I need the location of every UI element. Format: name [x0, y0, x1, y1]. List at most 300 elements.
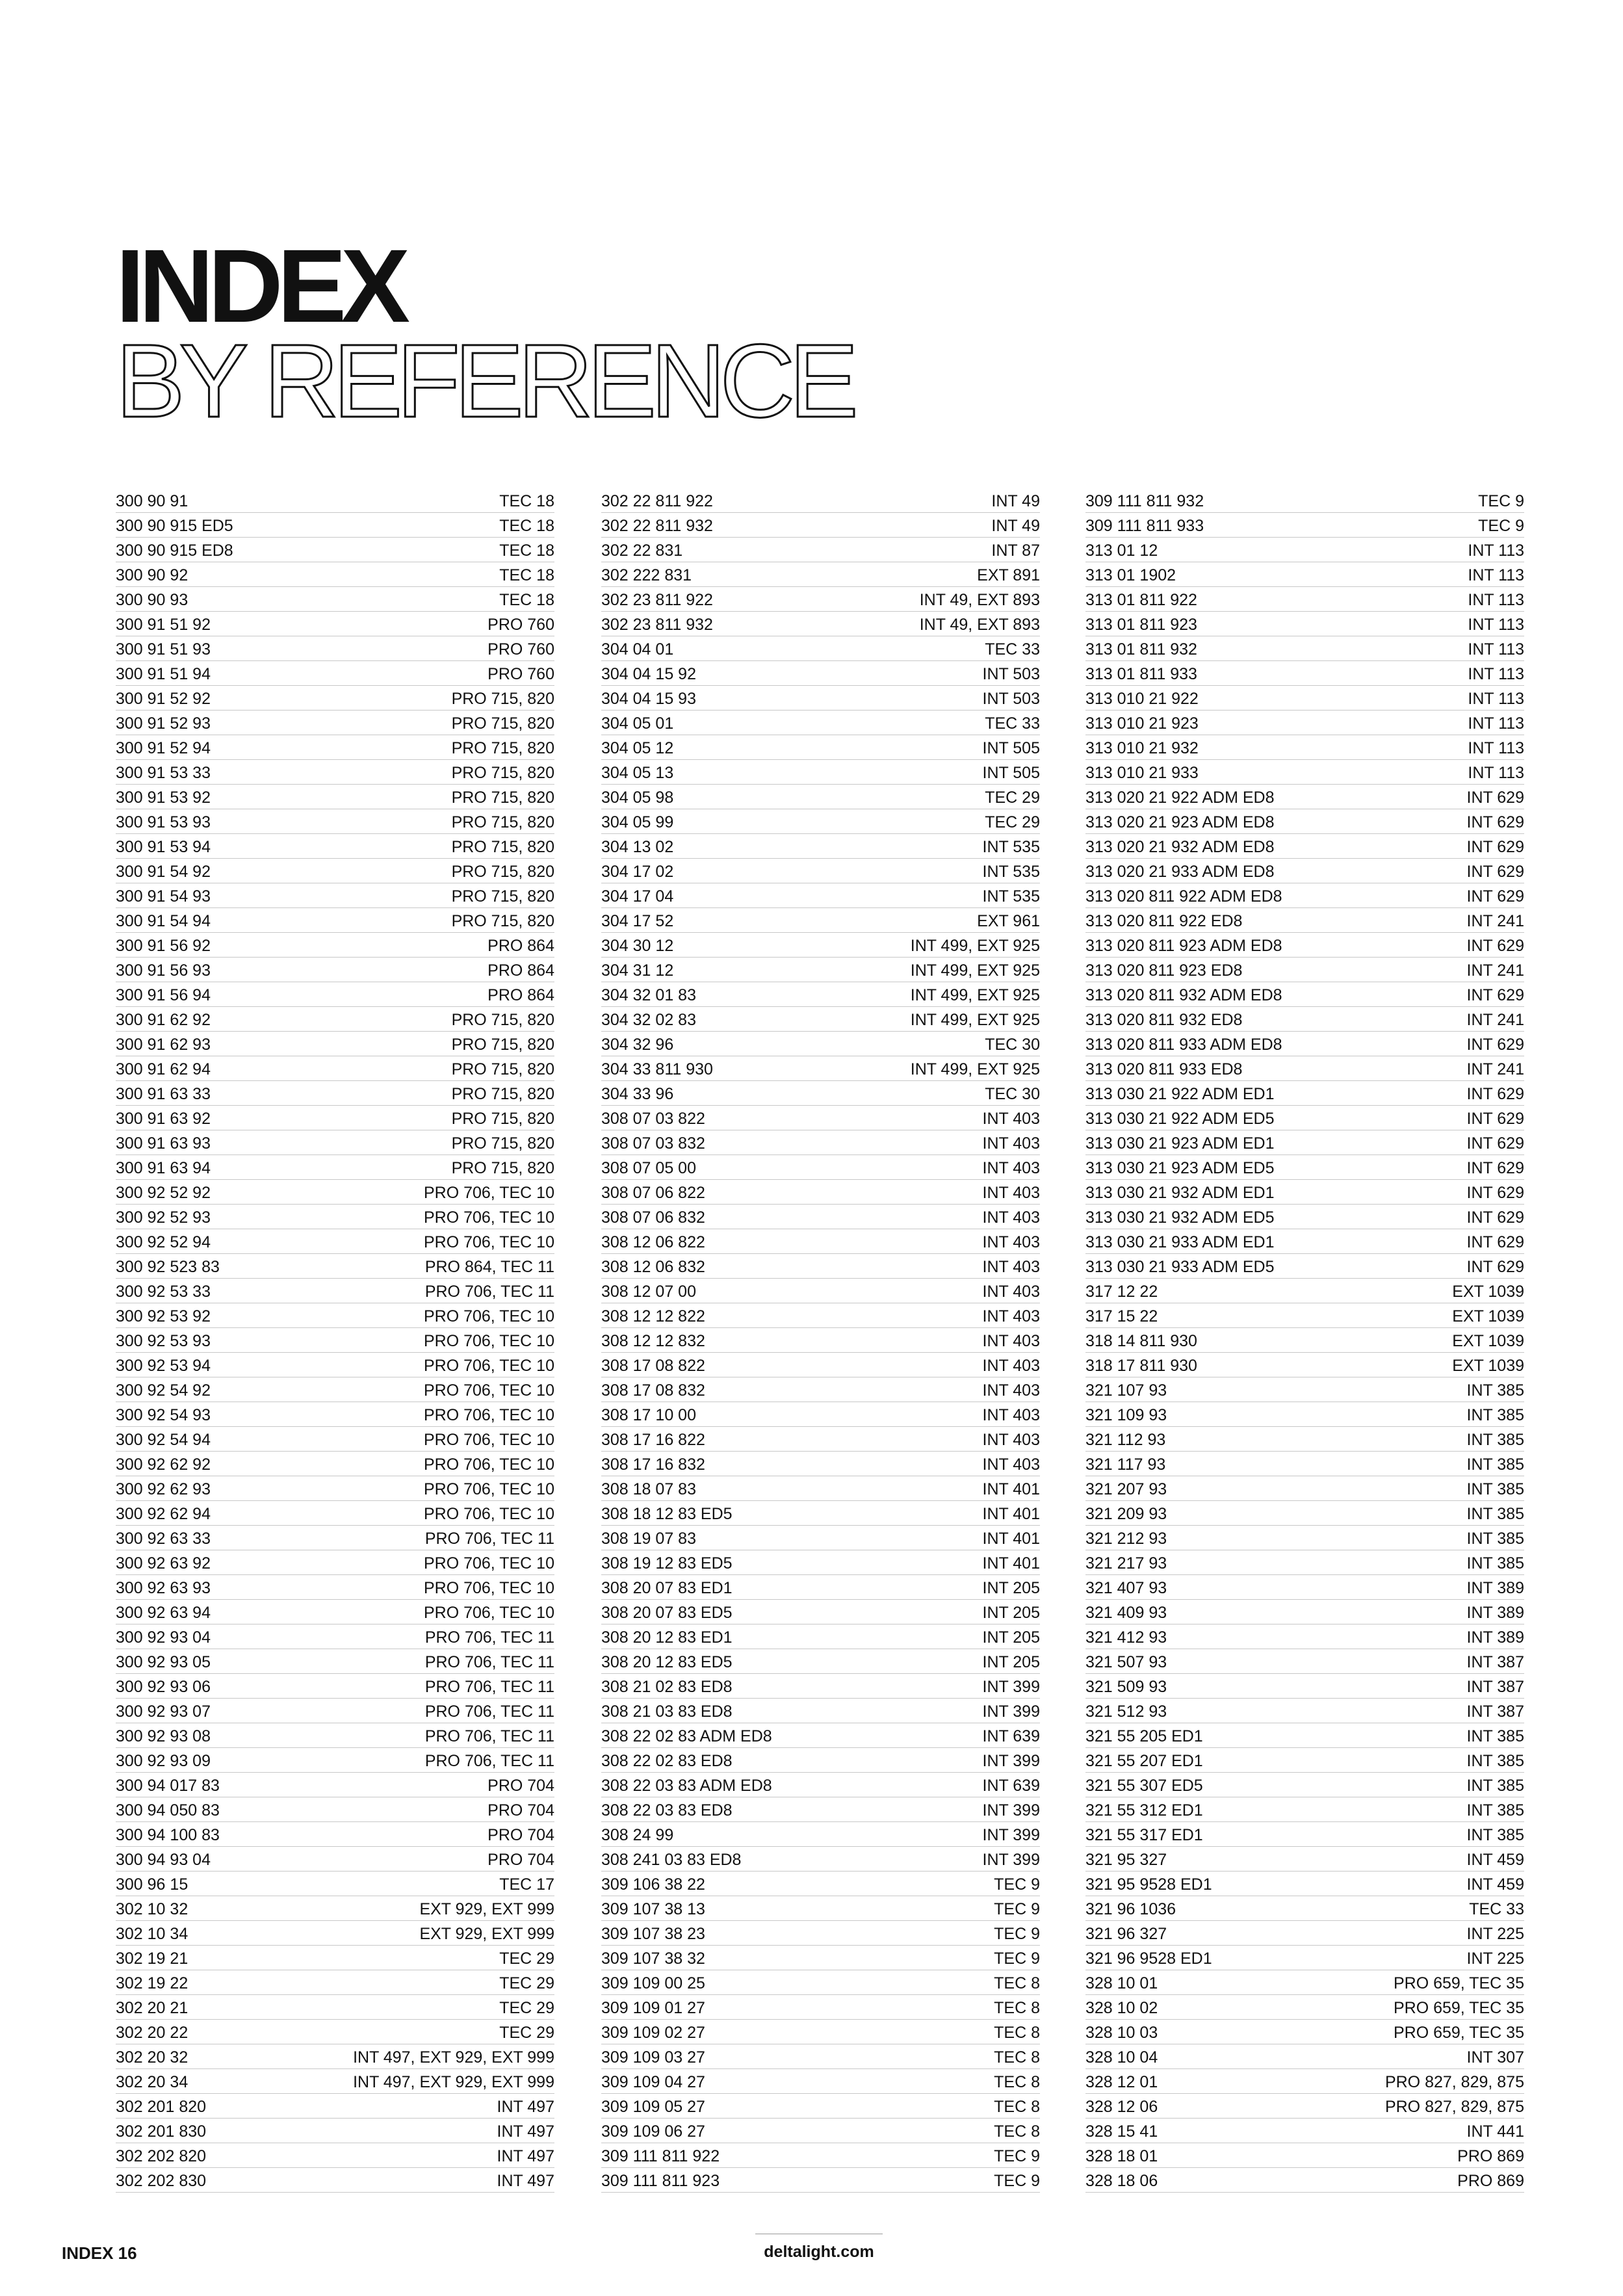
index-row: [116, 1081, 554, 1106]
reference-code: 321 209 93: [1085, 1505, 1167, 1523]
reference-code: 308 12 12 832: [601, 1332, 705, 1350]
reference-code: 313 020 811 932 ED8: [1085, 1011, 1243, 1029]
index-row: [601, 1130, 1040, 1155]
index-row: [1085, 587, 1524, 612]
page-reference: PRO 715, 820: [451, 1159, 554, 1177]
reference-code: 317 15 22: [1085, 1307, 1158, 1325]
index-row: [116, 1155, 554, 1180]
page-reference: INT 403: [982, 1283, 1040, 1301]
index-row: [1085, 1106, 1524, 1130]
page-reference: PRO 760: [487, 665, 554, 683]
page-reference: TEC 17: [499, 1875, 554, 1894]
page-reference: TEC 33: [985, 640, 1040, 659]
reference-code: 309 106 38 22: [601, 1875, 705, 1894]
index-row: [116, 1427, 554, 1452]
page-reference: EXT 929, EXT 999: [419, 1900, 554, 1918]
reference-code: 302 23 811 922: [601, 591, 713, 609]
reference-code: 328 12 01: [1085, 2073, 1158, 2091]
page-reference: INT 399: [982, 1801, 1040, 1820]
reference-code: 300 92 63 94: [116, 1604, 211, 1622]
index-row: [116, 1032, 554, 1056]
page-reference: TEC 9: [994, 1900, 1040, 1918]
index-row: [116, 883, 554, 908]
page-reference: INT 629: [1466, 838, 1524, 856]
index-row: [116, 2044, 554, 2069]
index-row: [1085, 1995, 1524, 2020]
index-row: [1085, 1600, 1524, 1624]
index-row: [601, 1748, 1040, 1773]
reference-code: 321 55 307 ED5: [1085, 1777, 1203, 1795]
reference-code: 300 91 53 33: [116, 764, 211, 782]
page-reference: INT 497: [497, 2122, 554, 2141]
index-row: [601, 1674, 1040, 1699]
reference-code: 300 92 53 92: [116, 1307, 211, 1325]
reference-code: 313 030 21 923 ADM ED5: [1085, 1159, 1275, 1177]
page-reference: PRO 869: [1457, 2172, 1524, 2190]
page-reference: PRO 706, TEC 10: [423, 1455, 554, 1474]
index-column-3: [1085, 488, 1524, 2193]
index-row: [1085, 612, 1524, 636]
index-row: [116, 834, 554, 859]
index-row: [116, 562, 554, 587]
page-reference: INT 505: [982, 764, 1040, 782]
index-row: [116, 2168, 554, 2193]
page-reference: INT 441: [1466, 2122, 1524, 2141]
index-row: [116, 636, 554, 661]
index-row: [1085, 1081, 1524, 1106]
reference-code: 321 96 9528 ED1: [1085, 1950, 1212, 1968]
reference-code: 308 12 06 832: [601, 1258, 705, 1276]
page-reference: PRO 760: [487, 640, 554, 659]
page-reference: INT 385: [1466, 1455, 1524, 1474]
reference-code: 300 91 53 92: [116, 789, 211, 807]
reference-code: 309 107 38 13: [601, 1900, 705, 1918]
index-row: [601, 488, 1040, 513]
page-number: INDEX 16: [62, 2243, 137, 2263]
index-row: [116, 1624, 554, 1649]
index-row: [601, 834, 1040, 859]
reference-code: 321 207 93: [1085, 1480, 1167, 1498]
index-row: [116, 1970, 554, 1995]
reference-code: 300 92 93 04: [116, 1628, 211, 1647]
reference-code: 309 111 811 933: [1085, 517, 1204, 535]
page-reference: TEC 8: [994, 1974, 1040, 1992]
reference-code: 308 07 03 832: [601, 1134, 705, 1153]
reference-code: 308 18 12 83 ED5: [601, 1505, 733, 1523]
reference-code: 300 94 93 04: [116, 1851, 211, 1869]
index-row: [601, 1847, 1040, 1872]
index-row: [601, 1254, 1040, 1279]
index-row: [116, 2094, 554, 2119]
reference-code: 313 020 811 922 ED8: [1085, 912, 1243, 930]
index-row: [1085, 1501, 1524, 1526]
page-reference: PRO 706, TEC 10: [423, 1554, 554, 1572]
reference-code: 300 91 56 94: [116, 986, 211, 1004]
reference-code: 313 020 21 922 ADM ED8: [1085, 789, 1275, 807]
index-row: [1085, 1032, 1524, 1056]
page-reference: INT 385: [1466, 1727, 1524, 1745]
index-row: [116, 1180, 554, 1205]
index-row: [116, 1377, 554, 1402]
page-reference: INT 505: [982, 739, 1040, 757]
index-row: [116, 488, 554, 513]
reference-code: 313 030 21 933 ADM ED1: [1085, 1233, 1275, 1251]
page-reference: INT 403: [982, 1455, 1040, 1474]
reference-code: 308 22 03 83 ADM ED8: [601, 1777, 772, 1795]
index-row: [116, 1402, 554, 1427]
page-reference: TEC 9: [994, 2172, 1040, 2190]
page-reference: INT 385: [1466, 1826, 1524, 1844]
index-row: [116, 1550, 554, 1575]
reference-code: 318 14 811 930: [1085, 1332, 1197, 1350]
index-row: [601, 1303, 1040, 1328]
index-row: [601, 1452, 1040, 1476]
index-row: [601, 1822, 1040, 1847]
page-reference: PRO 715, 820: [451, 1110, 554, 1128]
page-reference: INT 399: [982, 1678, 1040, 1696]
index-row: [601, 1624, 1040, 1649]
reference-code: 313 01 1902: [1085, 566, 1176, 584]
index-row: [116, 735, 554, 760]
page-reference: TEC 18: [499, 591, 554, 609]
reference-code: 302 202 830: [116, 2172, 207, 2190]
page-reference: TEC 8: [994, 2024, 1040, 2042]
reference-code: 302 222 831: [601, 566, 692, 584]
reference-code: 304 05 12: [601, 739, 674, 757]
reference-code: 300 92 62 94: [116, 1505, 211, 1523]
index-row: [1085, 735, 1524, 760]
index-row: [1085, 2168, 1524, 2193]
reference-code: 304 05 98: [601, 789, 674, 807]
page-reference: PRO 706, TEC 10: [423, 1505, 554, 1523]
index-row: [1085, 1526, 1524, 1550]
reference-code: 300 91 63 92: [116, 1110, 211, 1128]
reference-code: 308 07 06 832: [601, 1208, 705, 1227]
page-reference: INT 639: [982, 1777, 1040, 1795]
reference-code: 321 409 93: [1085, 1604, 1167, 1622]
index-row: [1085, 1205, 1524, 1229]
page-reference: PRO 706, TEC 10: [423, 1233, 554, 1251]
index-row: [601, 2069, 1040, 2094]
index-row: [116, 1649, 554, 1674]
reference-code: 302 202 820: [116, 2147, 207, 2165]
page-reference: INT 639: [982, 1727, 1040, 1745]
reference-code: 308 21 02 83 ED8: [601, 1678, 733, 1696]
index-row: [601, 612, 1040, 636]
page-reference: INT 497: [497, 2098, 554, 2116]
index-column-1: [116, 488, 554, 2193]
reference-code: 308 22 03 83 ED8: [601, 1801, 733, 1820]
website-link[interactable]: deltalight.com: [764, 2243, 874, 2261]
index-row: [116, 1501, 554, 1526]
page-reference: INT 49: [991, 517, 1040, 535]
reference-code: 313 020 21 932 ADM ED8: [1085, 838, 1275, 856]
page-reference: PRO 864: [487, 937, 554, 955]
page-title: [116, 228, 853, 439]
index-row: [116, 1797, 554, 1822]
reference-code: 300 90 91: [116, 492, 188, 510]
index-row: [601, 1575, 1040, 1600]
reference-code: 308 17 16 832: [601, 1455, 705, 1474]
index-row: [1085, 1624, 1524, 1649]
page-reference: INT 629: [1466, 1258, 1524, 1276]
reference-code: 300 92 52 92: [116, 1184, 211, 1202]
page-reference: TEC 8: [994, 2122, 1040, 2141]
index-row: [601, 785, 1040, 809]
reference-code: 321 217 93: [1085, 1554, 1167, 1572]
index-row: [1085, 982, 1524, 1007]
index-row: [116, 982, 554, 1007]
index-row: [601, 1476, 1040, 1501]
page-reference: PRO 715, 820: [451, 739, 554, 757]
page-reference: PRO 715, 820: [451, 1060, 554, 1078]
page-reference: TEC 18: [499, 541, 554, 560]
page-reference: PRO 659, TEC 35: [1393, 1974, 1524, 1992]
index-row: [116, 1328, 554, 1353]
reference-code: 300 92 63 92: [116, 1554, 211, 1572]
reference-code: 308 22 02 83 ADM ED8: [601, 1727, 772, 1745]
page-reference: PRO 864: [487, 961, 554, 980]
index-row: [116, 587, 554, 612]
reference-code: 318 17 811 930: [1085, 1357, 1197, 1375]
reference-code: 304 32 01 83: [601, 986, 696, 1004]
index-row: [116, 933, 554, 958]
page-reference: PRO 715, 820: [451, 714, 554, 733]
reference-code: 304 31 12: [601, 961, 674, 980]
page-reference: INT 459: [1466, 1875, 1524, 1894]
page-reference: PRO 864, TEC 11: [424, 1258, 554, 1276]
index-row: [601, 587, 1040, 612]
reference-code: 328 18 06: [1085, 2172, 1158, 2190]
index-row: [601, 1699, 1040, 1723]
reference-code: 309 107 38 23: [601, 1925, 705, 1943]
reference-code: 300 91 63 94: [116, 1159, 211, 1177]
index-row: [116, 785, 554, 809]
reference-code: 304 33 96: [601, 1085, 674, 1103]
page-reference: INT 403: [982, 1110, 1040, 1128]
reference-code: 302 22 811 922: [601, 492, 713, 510]
page-reference: INT 503: [982, 690, 1040, 708]
page-reference: INT 497: [497, 2172, 554, 2190]
index-row: [601, 1229, 1040, 1254]
reference-code: 302 201 820: [116, 2098, 207, 2116]
reference-code: 308 20 12 83 ED5: [601, 1653, 733, 1671]
page-reference: PRO 706, TEC 11: [424, 1727, 554, 1745]
index-row: [1085, 488, 1524, 513]
page-reference: INT 385: [1466, 1752, 1524, 1770]
reference-code: 300 96 15: [116, 1875, 188, 1894]
reference-code: 300 92 53 94: [116, 1357, 211, 1375]
reference-code: 321 96 327: [1085, 1925, 1167, 1943]
index-row: [601, 1526, 1040, 1550]
page-reference: INT 535: [982, 887, 1040, 906]
page-reference: PRO 704: [487, 1826, 554, 1844]
index-row: [601, 2020, 1040, 2044]
reference-code: 313 010 21 933: [1085, 764, 1199, 782]
page-reference: PRO 715, 820: [451, 690, 554, 708]
page-reference: PRO 706, TEC 10: [423, 1480, 554, 1498]
index-row: [1085, 1822, 1524, 1847]
page-reference: PRO 706, TEC 10: [423, 1381, 554, 1400]
index-row: [116, 1674, 554, 1699]
index-row: [1085, 1353, 1524, 1377]
page-reference: PRO 760: [487, 616, 554, 634]
reference-code: 313 01 811 922: [1085, 591, 1197, 609]
page-reference: INT 113: [1468, 739, 1524, 757]
page-reference: TEC 18: [499, 517, 554, 535]
index-row: [116, 958, 554, 982]
page-reference: INT 385: [1466, 1530, 1524, 1548]
index-row: [116, 1723, 554, 1748]
reference-code: 304 17 04: [601, 887, 674, 906]
reference-code: 308 17 08 822: [601, 1357, 705, 1375]
reference-code: 308 24 99: [601, 1826, 674, 1844]
index-row: [601, 1723, 1040, 1748]
index-row: [601, 2094, 1040, 2119]
index-row: [116, 760, 554, 785]
reference-code: 302 20 22: [116, 2024, 188, 2042]
page-reference: EXT 1039: [1452, 1357, 1524, 1375]
reference-code: 300 91 54 94: [116, 912, 211, 930]
index-row: [1085, 760, 1524, 785]
index-row: [116, 1130, 554, 1155]
page-reference: EXT 891: [977, 566, 1040, 584]
reference-code: 300 92 62 92: [116, 1455, 211, 1474]
page-reference: INT 401: [982, 1480, 1040, 1498]
page-reference: INT 629: [1466, 1184, 1524, 1202]
page-reference: PRO 706, TEC 10: [423, 1184, 554, 1202]
reference-code: 328 10 03: [1085, 2024, 1158, 2042]
page-reference: TEC 29: [499, 1999, 554, 2017]
index-row: [116, 1699, 554, 1723]
index-row: [116, 513, 554, 538]
page-reference: INT 113: [1468, 566, 1524, 584]
reference-code: 321 412 93: [1085, 1628, 1167, 1647]
reference-code: 313 01 12: [1085, 541, 1158, 560]
index-row: [1085, 1896, 1524, 1921]
page-reference: EXT 1039: [1452, 1307, 1524, 1325]
index-row: [1085, 1007, 1524, 1032]
reference-code: 304 32 02 83: [601, 1011, 696, 1029]
reference-code: 302 20 34: [116, 2073, 188, 2091]
page-reference: PRO 869: [1457, 2147, 1524, 2165]
index-row: [601, 809, 1040, 834]
index-row: [116, 1106, 554, 1130]
reference-code: 328 18 01: [1085, 2147, 1158, 2165]
reference-code: 304 30 12: [601, 937, 674, 955]
reference-code: 308 18 07 83: [601, 1480, 696, 1498]
reference-code: 313 020 21 933 ADM ED8: [1085, 863, 1275, 881]
page-reference: PRO 706, TEC 11: [424, 1678, 554, 1696]
reference-code: 304 32 96: [601, 1036, 674, 1054]
reference-code: 309 109 02 27: [601, 2024, 705, 2042]
index-row: [1085, 1402, 1524, 1427]
page-reference: INT 385: [1466, 1554, 1524, 1572]
reference-code: 321 95 327: [1085, 1851, 1167, 1869]
index-row: [601, 513, 1040, 538]
page-reference: INT 205: [982, 1579, 1040, 1597]
page-reference: INT 535: [982, 863, 1040, 881]
page-reference: TEC 29: [499, 1950, 554, 1968]
reference-code: 321 509 93: [1085, 1678, 1167, 1696]
reference-code: 308 07 06 822: [601, 1184, 705, 1202]
reference-code: 300 90 92: [116, 566, 188, 584]
index-row: [116, 1279, 554, 1303]
index-row: [1085, 785, 1524, 809]
reference-code: 313 030 21 923 ADM ED1: [1085, 1134, 1275, 1153]
index-row: [116, 612, 554, 636]
index-row: [601, 661, 1040, 686]
page-reference: INT 401: [982, 1554, 1040, 1572]
index-row: [601, 1205, 1040, 1229]
page-reference: INT 385: [1466, 1381, 1524, 1400]
reference-code: 313 010 21 923: [1085, 714, 1199, 733]
reference-code: 300 91 52 92: [116, 690, 211, 708]
index-row: [601, 735, 1040, 760]
reference-code: 321 107 93: [1085, 1381, 1167, 1400]
reference-code: 304 33 811 930: [601, 1060, 713, 1078]
index-row: [601, 1872, 1040, 1896]
reference-code: 313 020 811 932 ADM ED8: [1085, 986, 1282, 1004]
page-reference: INT 389: [1466, 1628, 1524, 1647]
reference-code: 300 90 93: [116, 591, 188, 609]
reference-code: 321 95 9528 ED1: [1085, 1875, 1212, 1894]
page-reference: PRO 715, 820: [451, 1134, 554, 1153]
index-row: [1085, 1946, 1524, 1970]
index-row: [116, 1575, 554, 1600]
index-row: [1085, 958, 1524, 982]
index-row: [1085, 686, 1524, 711]
reference-code: 313 030 21 933 ADM ED5: [1085, 1258, 1275, 1276]
page-reference: INT 113: [1468, 616, 1524, 634]
page-reference: INT 499, EXT 925: [910, 1011, 1040, 1029]
page-reference: TEC 29: [985, 813, 1040, 831]
page-reference: INT 629: [1466, 1110, 1524, 1128]
page-reference: INT 385: [1466, 1801, 1524, 1820]
reference-code: 300 91 62 93: [116, 1036, 211, 1054]
page-reference: INT 629: [1466, 937, 1524, 955]
index-row: [1085, 1427, 1524, 1452]
index-row: [601, 1649, 1040, 1674]
page-reference: INT 403: [982, 1233, 1040, 1251]
page-reference: INT 629: [1466, 887, 1524, 906]
index-row: [1085, 1797, 1524, 1822]
page-reference: INT 459: [1466, 1851, 1524, 1869]
page-reference: INT 629: [1466, 1085, 1524, 1103]
reference-code: 313 020 811 922 ADM ED8: [1085, 887, 1282, 906]
reference-code: 321 212 93: [1085, 1530, 1167, 1548]
reference-code: 309 109 03 27: [601, 2048, 705, 2067]
reference-code: 317 12 22: [1085, 1283, 1158, 1301]
reference-code: 300 91 54 93: [116, 887, 211, 906]
reference-code: 302 10 34: [116, 1925, 188, 1943]
index-row: [116, 1896, 554, 1921]
page-reference: PRO 715, 820: [451, 1011, 554, 1029]
reference-code: 308 12 06 822: [601, 1233, 705, 1251]
page-reference: INT 403: [982, 1431, 1040, 1449]
reference-code: 309 109 00 25: [601, 1974, 705, 1992]
page-reference: PRO 706, TEC 10: [423, 1357, 554, 1375]
index-row: [601, 1402, 1040, 1427]
page-reference: INT 499, EXT 925: [910, 1060, 1040, 1078]
page-reference: PRO 706, TEC 11: [424, 1530, 554, 1548]
index-row: [1085, 636, 1524, 661]
reference-code: 313 020 811 923 ED8: [1085, 961, 1243, 980]
index-row: [1085, 1872, 1524, 1896]
reference-code: 300 91 51 94: [116, 665, 211, 683]
reference-code: 313 030 21 922 ADM ED5: [1085, 1110, 1275, 1128]
index-row: [601, 1600, 1040, 1624]
